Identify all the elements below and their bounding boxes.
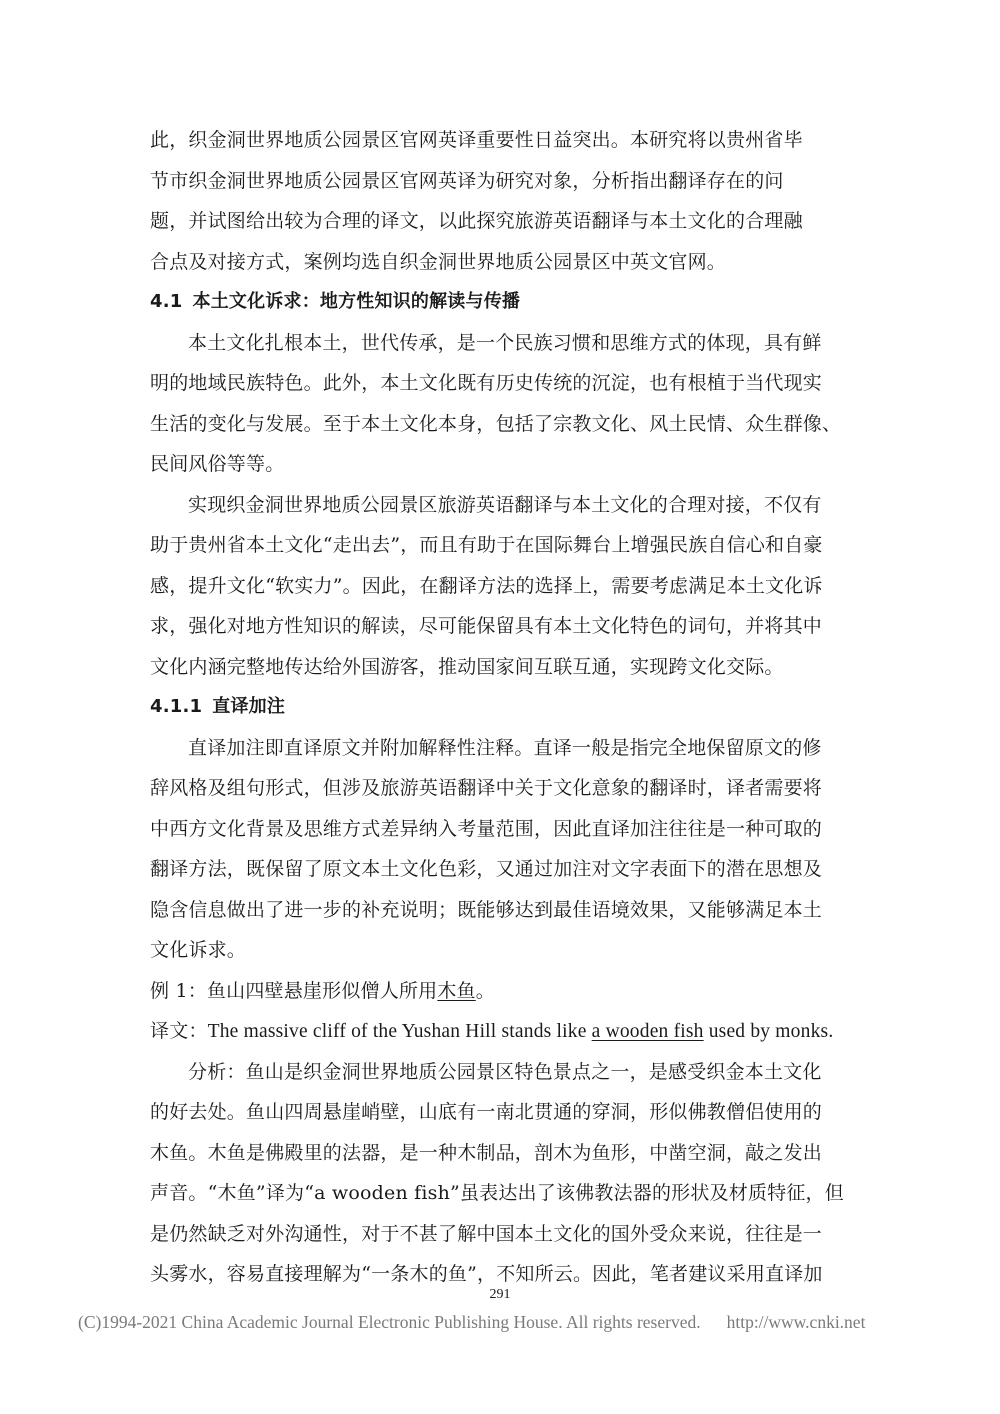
example-text: 例 1：鱼山四壁悬崖形似僧人所用 bbox=[150, 979, 438, 1002]
paragraph-line: 是仍然缺乏对外沟通性，对于不甚了解中国本土文化的国外受众来说，往往是一 bbox=[150, 1222, 823, 1245]
paragraph-line: 头雾水，容易直接理解为“一条木的鱼”，不知所云。因此，笔者建议采用直译加 bbox=[150, 1263, 823, 1285]
example-punctuation: 。 bbox=[475, 979, 495, 1002]
translation-1 bbox=[150, 1011, 854, 1052]
copyright-notice: (C)1994-2021 China Academic Journal Electronic Publishing House. All rights reserved. bbox=[78, 1312, 701, 1332]
cnki-footer bbox=[78, 1312, 978, 1333]
paragraph-line: 声音。“木鱼”译为“a wooden fish”虽表达出了该佛教法器的形状及材质特征，但 bbox=[150, 1182, 844, 1204]
paragraph-line: 文化诉求。 bbox=[150, 939, 247, 961]
example-underlined-term: 木鱼 bbox=[437, 979, 476, 1002]
paragraph-line: 分析：鱼山是织金洞世界地质公园景区特色景点之一，是感受织金本土文化 bbox=[188, 1060, 822, 1083]
example-1 bbox=[150, 971, 854, 1012]
paragraph-line: 民间风俗等等。 bbox=[150, 453, 285, 475]
section-number: 4.1.1 bbox=[150, 696, 203, 717]
section-heading-4-1 bbox=[150, 282, 854, 323]
paragraph-line: 求，强化对地方性知识的解读，尽可能保留具有本土文化特色的词句，并将其中 bbox=[150, 615, 823, 637]
paragraph-line: 节市织金洞世界地质公园景区官网英译为研究对象，分析指出翻译存在的问 bbox=[150, 169, 784, 192]
paragraph-line: 隐含信息做出了进一步的补充说明；既能够达到最佳语境效果，又能够满足本土 bbox=[150, 898, 823, 921]
paragraph-line: 文化内涵完整地传达给外国游客，推动国家间互联互通，实现跨文化交际。 bbox=[150, 655, 784, 678]
paragraph-line: 的好去处。鱼山四周悬崖峭壁，山底有一南北贯通的穿洞，形似佛教僧侣使用的 bbox=[150, 1101, 823, 1123]
paragraph-line: 辞风格及组句形式，但涉及旅游英语翻译中关于文化意象的翻译时，译者需要将 bbox=[150, 777, 823, 799]
translation-text: The massive cliff of the Yushan Hill stands like bbox=[207, 1021, 592, 1042]
paragraph-line: 本土文化扎根本土，世代传承，是一个民族习惯和思维方式的体现，具有鲜 bbox=[188, 331, 822, 354]
translation-text-end: used by monks. bbox=[703, 1021, 834, 1042]
paragraph-line: 明的地域民族特色。此外，本土文化既有历史传统的沉淀，也有根植于当代现实 bbox=[150, 372, 823, 394]
paragraph-line: 翻译方法，既保留了原文本土文化色彩，又通过加注对文字表面下的潜在思想及 bbox=[150, 858, 823, 880]
section-title: 本土文化诉求：地方性知识的解读与传播 bbox=[192, 291, 521, 312]
cnki-url: http://www.cnki.net bbox=[726, 1312, 866, 1332]
paragraph-line: 题，并试图给出较为合理的译文，以此探究旅游英语翻译与本土文化的合理融 bbox=[150, 210, 803, 232]
page-number: 291 bbox=[489, 1287, 511, 1302]
section-heading-4-1-1 bbox=[150, 687, 854, 728]
section-number: 4.1 bbox=[150, 291, 183, 312]
translation-label: 译文： bbox=[150, 1020, 208, 1042]
section-title: 直译加注 bbox=[212, 696, 286, 717]
paragraph-line: 感，提升文化“软实力”。因此，在翻译方法的选择上，需要考虑满足本土文化诉 bbox=[150, 574, 823, 597]
paragraph-line: 此，织金洞世界地质公园景区官网英译重要性日益突出。本研究将以贵州省毕 bbox=[150, 129, 803, 151]
paragraph-line: 助于贵州省本土文化“走出去”，而且有助于在国际舞台上增强民族自信心和自豪 bbox=[150, 534, 823, 556]
translation-underlined-term: a wooden fish bbox=[591, 1021, 704, 1042]
paragraph-line: 实现织金洞世界地质公园景区旅游英语翻译与本土文化的合理对接，不仅有 bbox=[188, 493, 822, 516]
paragraph-line: 中西方文化背景及思维方式差异纳入考量范围，因此直译加注往往是一种可取的 bbox=[150, 817, 823, 840]
paragraph-line: 生活的变化与发展。至于本土文化本身，包括了宗教文化、风土民情、众生群像、 bbox=[150, 412, 842, 435]
paragraph-line: 直译加注即直译原文并附加解释性注释。直译一般是指完全地保留原文的修 bbox=[188, 736, 822, 759]
article-body bbox=[150, 120, 854, 1295]
paragraph-line: 合点及对接方式，案例均选自织金洞世界地质公园景区中英文官网。 bbox=[150, 250, 727, 273]
paragraph-line: 木鱼。木鱼是佛殿里的法器，是一种木制品，剖木为鱼形，中凿空洞，敲之发出 bbox=[150, 1141, 823, 1164]
